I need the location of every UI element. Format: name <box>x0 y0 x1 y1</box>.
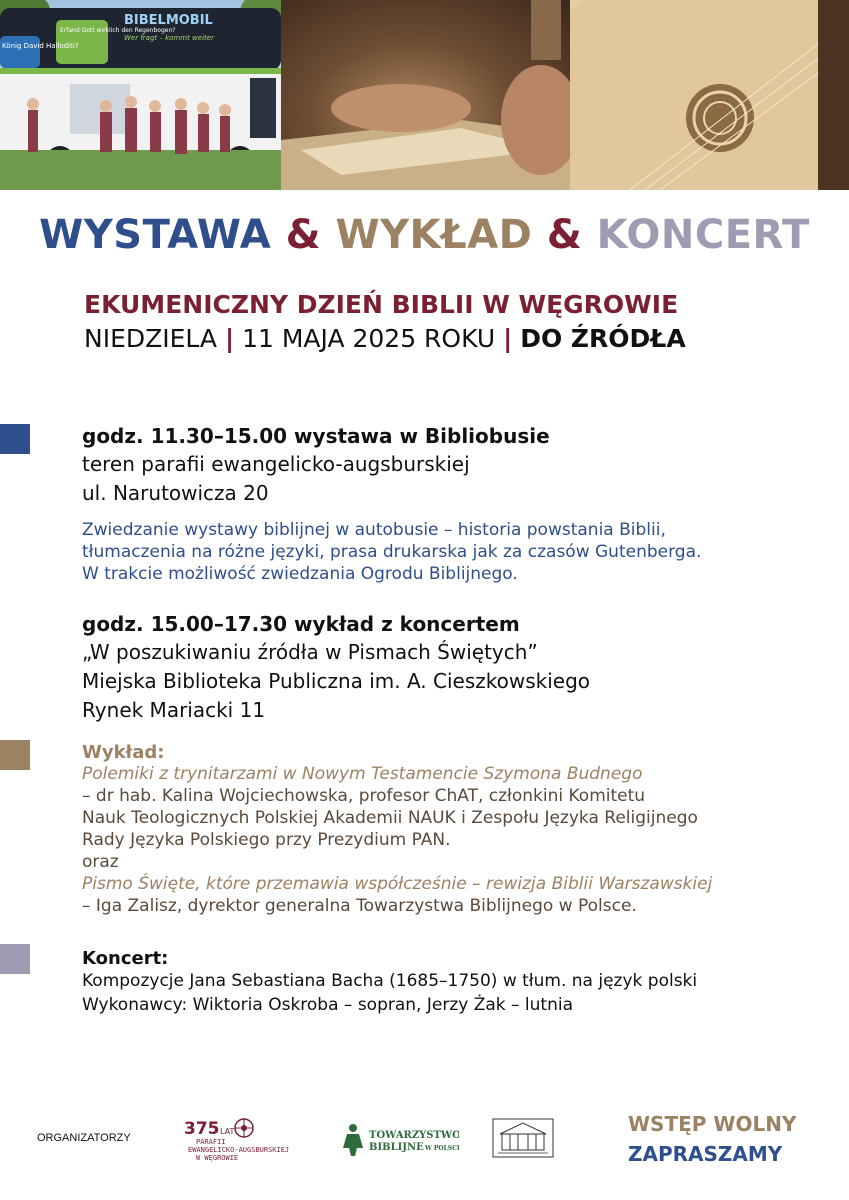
title-lecture: WYKŁAD <box>335 212 533 258</box>
bus-illustration <box>0 0 281 190</box>
lecture-heading: Wykład: <box>82 742 165 763</box>
bus-slogan: Wer fragt – kommt weiter <box>124 34 214 42</box>
exhibition-description <box>82 519 701 585</box>
bus-sign: BIBELMOBIL <box>124 13 213 28</box>
logo-375-line-3: W WĘGROWIE <box>196 1154 239 1162</box>
exhibition-desc-line-3: W trakcie możliwość zwiedzania Ogrodu Biblijnego. <box>82 564 518 584</box>
logo-375-line-2: EWANGELICKO-AUGSBURSKIEJ <box>188 1146 290 1154</box>
concert-program: Kompozycje Jana Sebastiana Bacha (1685–1750) w tłum. na język polski <box>82 971 698 991</box>
event-date-line <box>84 324 686 353</box>
title-ampersand-1: & <box>285 212 322 258</box>
speaker-1-line-2: Nauk Teologicznych Polskiej Akademii NAUK i Zespołu Języka Religijnego <box>82 808 698 828</box>
exhibition-time: godz. 11.30–15.00 wystawa w Bibliobusie <box>82 424 550 448</box>
title-ampersand-2: & <box>546 212 583 258</box>
title-concert: KONCERT <box>596 212 810 258</box>
section-marker-gray <box>0 944 30 974</box>
tb-line-2: BIBLIJNE <box>369 1142 424 1153</box>
section-marker-brown <box>0 740 30 770</box>
speaker-1-line-3: Rady Języka Polskiego przy Prezydium PAN. <box>82 830 451 850</box>
lecture-concert-section <box>82 612 590 725</box>
lecture-title-2: Pismo Święte, które przemawia współcześnie – rewizja Biblii Warszawskiej <box>82 874 713 894</box>
event-theme: DO ŹRÓDŁA <box>520 324 686 353</box>
speaker-1-line-1: – dr hab. Kalina Wojciechowska, profesor ChAT, członkini Komitetu <box>82 786 646 806</box>
lecture-title: „W poszukiwaniu źródła w Pismach Świętych” <box>82 640 538 664</box>
concert-heading: Koncert: <box>82 948 169 969</box>
lute-illustration <box>570 0 849 190</box>
library-building-icon <box>492 1118 554 1158</box>
exhibition-place: teren parafii ewangelicko-augsburskiej <box>82 452 470 476</box>
exhibition-desc-line-1: Zwiedzanie wystawy biblijnej w autobusie – historia powstania Biblii, <box>82 520 666 540</box>
lecture-venue: Miejska Biblioteka Publiczna im. A. Cieszkowskiego <box>82 669 591 693</box>
tb-line-1: TOWARZYSTWO <box>369 1130 459 1141</box>
exhibition-address: ul. Narutowicza 20 <box>82 481 269 505</box>
event-day: NIEDZIELA <box>84 324 218 353</box>
organizers-label: ORGANIZATORZY <box>37 1132 131 1144</box>
logo-375-number: 375 <box>184 1119 220 1139</box>
logo-375-line-1: PARAFII <box>196 1138 226 1146</box>
speaker-2: – Iga Zalisz, dyrektor generalna Towarzystwa Biblijnego w Polsce. <box>82 896 637 916</box>
parish-375-logo-graphic <box>184 1118 316 1162</box>
exhibition-desc-line-2: tłumaczenia na różne języki, prasa drukarska jak za czasów Gutenberga. <box>82 542 702 562</box>
section-marker-blue <box>0 424 30 454</box>
header-photo-strip <box>0 0 849 190</box>
bibelmobil-bus-photo <box>0 0 281 190</box>
bubble-green-text: Erfand Gott wirklich den Regenbogen? <box>60 27 176 34</box>
lecture-time: godz. 15.00–17.30 wykład z koncertem <box>82 612 520 636</box>
lute-photo <box>570 0 849 190</box>
concert-details <box>82 948 697 1017</box>
invitation-text: ZAPRASZAMY <box>628 1142 783 1166</box>
bible-society-logo-graphic <box>343 1122 459 1156</box>
lecture-details <box>82 742 712 917</box>
lecture-oraz: oraz <box>82 852 119 872</box>
tb-line-3: W POLSCE <box>425 1145 459 1152</box>
bible-society-logo <box>343 1122 459 1156</box>
parish-375-logo <box>184 1118 316 1162</box>
separator-2: | <box>503 324 513 353</box>
event-date: 11 MAJA 2025 ROKU <box>242 324 496 353</box>
exhibition-section <box>82 424 550 508</box>
title-exhibition: WYSTAWA <box>39 212 272 258</box>
hands-on-bible-photo <box>281 0 570 190</box>
book-illustration <box>281 0 570 190</box>
event-name: EKUMENICZNY DZIEŃ BIBLII W WĘGROWIE <box>84 290 679 319</box>
bubble-left-text: König David Halloditi? <box>2 42 79 50</box>
main-title <box>0 212 849 258</box>
logo-375-lat: LAT <box>220 1127 235 1136</box>
free-entry-text: WSTĘP WOLNY <box>628 1112 797 1136</box>
lecture-address: Rynek Mariacki 11 <box>82 698 266 722</box>
concert-performers: Wykonawcy: Wiktoria Oskroba – sopran, Jerzy Żak – lutnia <box>82 995 574 1015</box>
separator-1: | <box>224 324 235 353</box>
library-logo <box>492 1118 554 1158</box>
lecture-title-1: Polemiki z trynitarzami w Nowym Testamencie Szymona Budnego <box>82 764 643 784</box>
